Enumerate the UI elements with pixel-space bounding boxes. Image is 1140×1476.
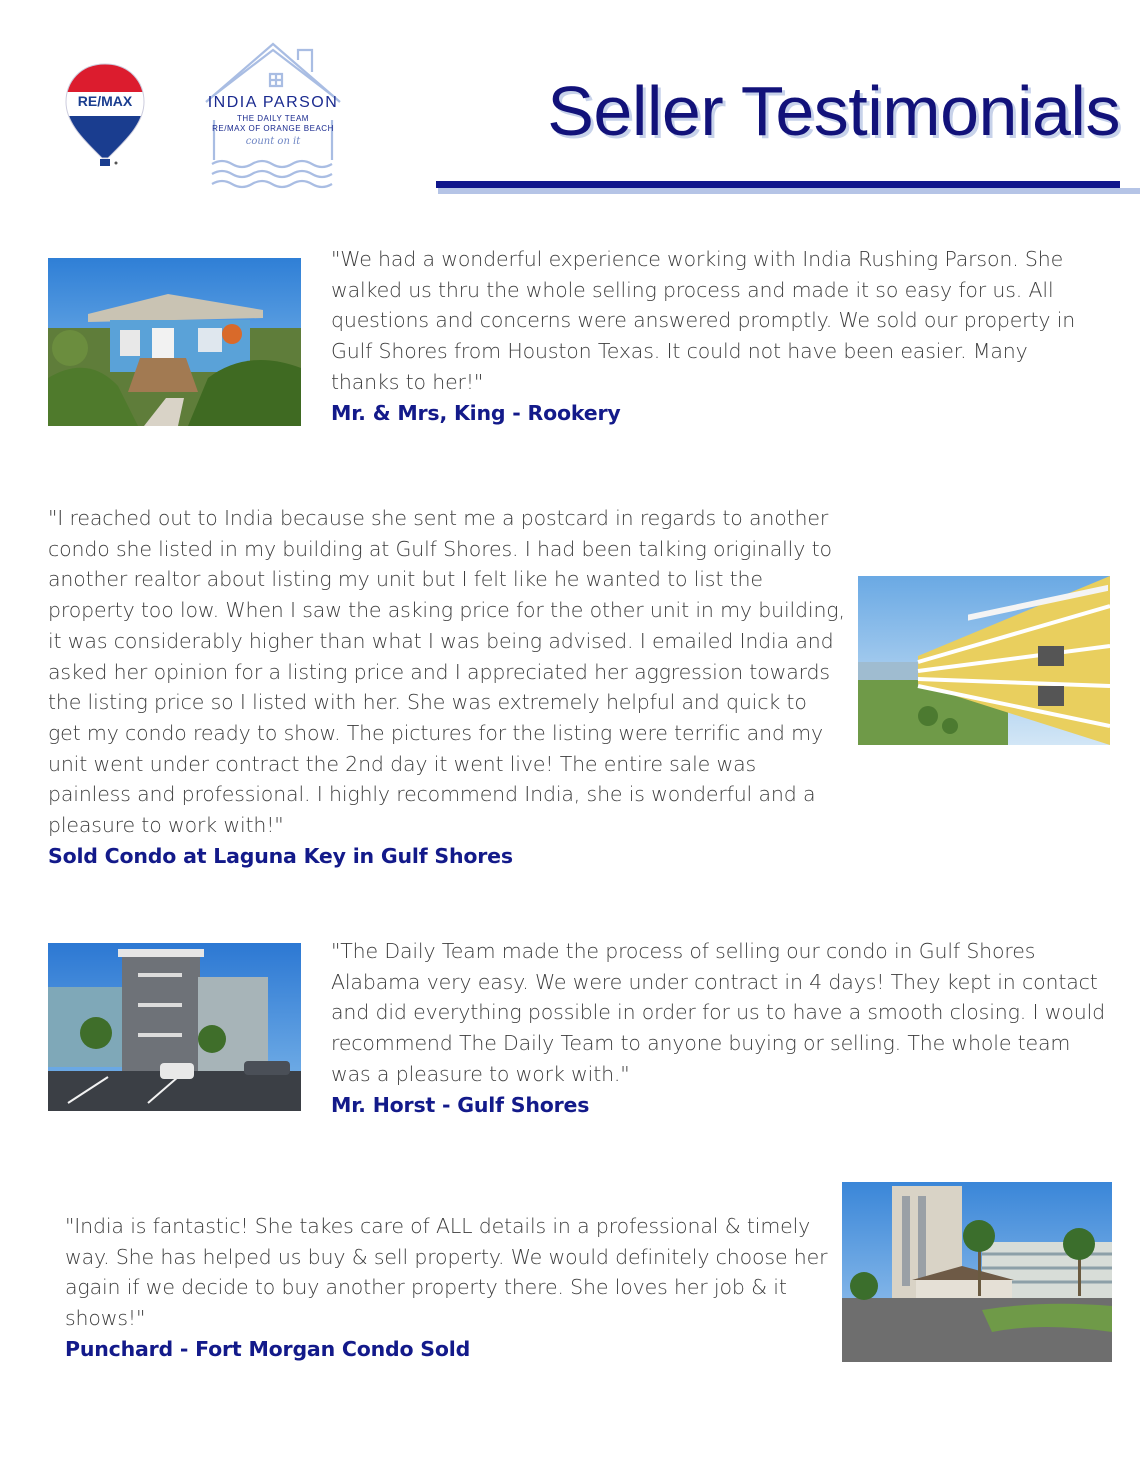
- remax-balloon-logo: [64, 62, 146, 172]
- testimonial-3-author: Mr. Horst - Gulf Shores: [331, 1093, 590, 1117]
- testimonial-4-quote: "India is fantastic! She takes care of ALL details in a professional & timely way. She has helped us buy & sell property. We would definitely choose her again if we decide to buy another property there. She loves her job & it shows!": [65, 1214, 828, 1331]
- testimonial-1-author: Mr. & Mrs, King - Rookery: [331, 401, 621, 425]
- testimonial-4-author: Punchard - Fort Morgan Condo Sold: [65, 1337, 471, 1361]
- title-underline: [436, 181, 1120, 188]
- testimonial-2-author: Sold Condo at Laguna Key in Gulf Shores: [48, 844, 513, 868]
- stone-condo-building-photo: [48, 943, 301, 1111]
- testimonial-1-quote: "We had a wonderful experience working with India Rushing Parson. She walked us thru the whole selling process and made it so easy for us. All questions and concerns were answered promptly. We sold our property in Gulf Shores from Houston Texas. It could not have been easier. Many thanks to her!": [331, 247, 1076, 394]
- highrise-condo-entrance-photo: [842, 1182, 1112, 1362]
- brand-tagline: count on it: [245, 136, 301, 147]
- svg-text:RE/MAX: RE/MAX: [77, 93, 133, 109]
- title-underline-light: [438, 188, 1140, 194]
- testimonial-2-quote: "I reached out to India because she sent me a postcard in regards to another condo she listed in my building at Gulf Shores. I had been talking originally to another realtor about listing my unit but I felt like he wanted to list the property too low. When I saw the asking price for the other unit in my building, it was considerably higher than what I was being advised. I emailed India and asked her opinion for a listing price and I appreciated her aggression towards the listing price so I listed with her. She was extremely helpful and quick to get my condo ready to show. The pictures for the listing were terrific and my unit went under contract the 2nd day it went live! The entire sale was painless and professional. I highly recommend India, she is wonderful and a pleasure to work with!": [48, 506, 845, 838]
- testimonial-3-quote: "The Daily Team made the process of selling our condo in Gulf Shores Alabama very easy. We were under contract in 4 days! They kept in contact and did everything possible in order for us to have a smooth closing. I would recommend The Daily Team to anyone buying or selling. The whole team was a pleasure to work with.": [331, 939, 1106, 1086]
- yellow-condo-balconies-photo: [858, 576, 1110, 745]
- brand-name: INDIA PARSON: [207, 94, 339, 111]
- brand-team: THE DAILY TEAM: [237, 114, 309, 123]
- india-parson-team-logo: [178, 40, 368, 190]
- page-title: Seller Testimonials: [547, 72, 1120, 150]
- brand-office: RE/MAX OF ORANGE BEACH: [212, 124, 334, 133]
- blue-beach-cottage-photo: [48, 258, 301, 426]
